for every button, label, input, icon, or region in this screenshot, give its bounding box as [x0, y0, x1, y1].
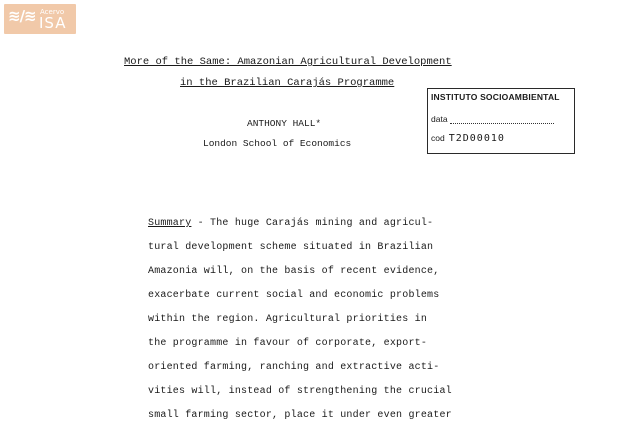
summary-line: oriented farming, ranching and extractive acti- [148, 362, 440, 373]
stamp-date-label: data [431, 114, 448, 124]
logo-acervo-text: Acervo [40, 8, 65, 16]
logo-mark-icon: ≋∕≋ [8, 7, 36, 25]
acervo-isa-logo [4, 4, 76, 34]
stamp-code-value: T2D00010 [448, 133, 505, 144]
paper-title-line-2: in the Brazilian Carajás Programme [180, 77, 395, 89]
stamp-date-row [431, 114, 554, 124]
stamp-date-line [450, 114, 554, 124]
summary-line [148, 218, 433, 229]
summary-heading: Summary [148, 218, 192, 229]
summary-line: exacerbate current social and economic problems [148, 290, 440, 301]
stamp-code-label: cod [431, 133, 445, 143]
stamp-organization: INSTITUTO SOCIOAMBIENTAL [431, 92, 560, 102]
logo-isa-text: ISA [39, 14, 67, 32]
paper-title-line-1: More of the Same: Amazonian Agricultural Development [124, 56, 452, 68]
author-name: ANTHONY HALL* [247, 118, 322, 129]
stamp-code-row [431, 133, 505, 144]
summary-line: tural development scheme situated in Brazilian [148, 242, 434, 253]
institute-stamp [427, 88, 575, 154]
author-affiliation: London School of Economics [203, 138, 352, 149]
summary-line: Amazonia will, on the basis of recent evidence, [148, 266, 440, 277]
summary-line: small farming sector, place it under even greater [148, 410, 452, 421]
summary-line: vities will, instead of strengthening the crucial [148, 386, 452, 397]
summary-line: within the region. Agricultural priorities in [148, 314, 428, 325]
summary-line-text: - The huge Carajás mining and agricul- [191, 218, 434, 229]
summary-line: the programme in favour of corporate, export- [148, 338, 428, 349]
